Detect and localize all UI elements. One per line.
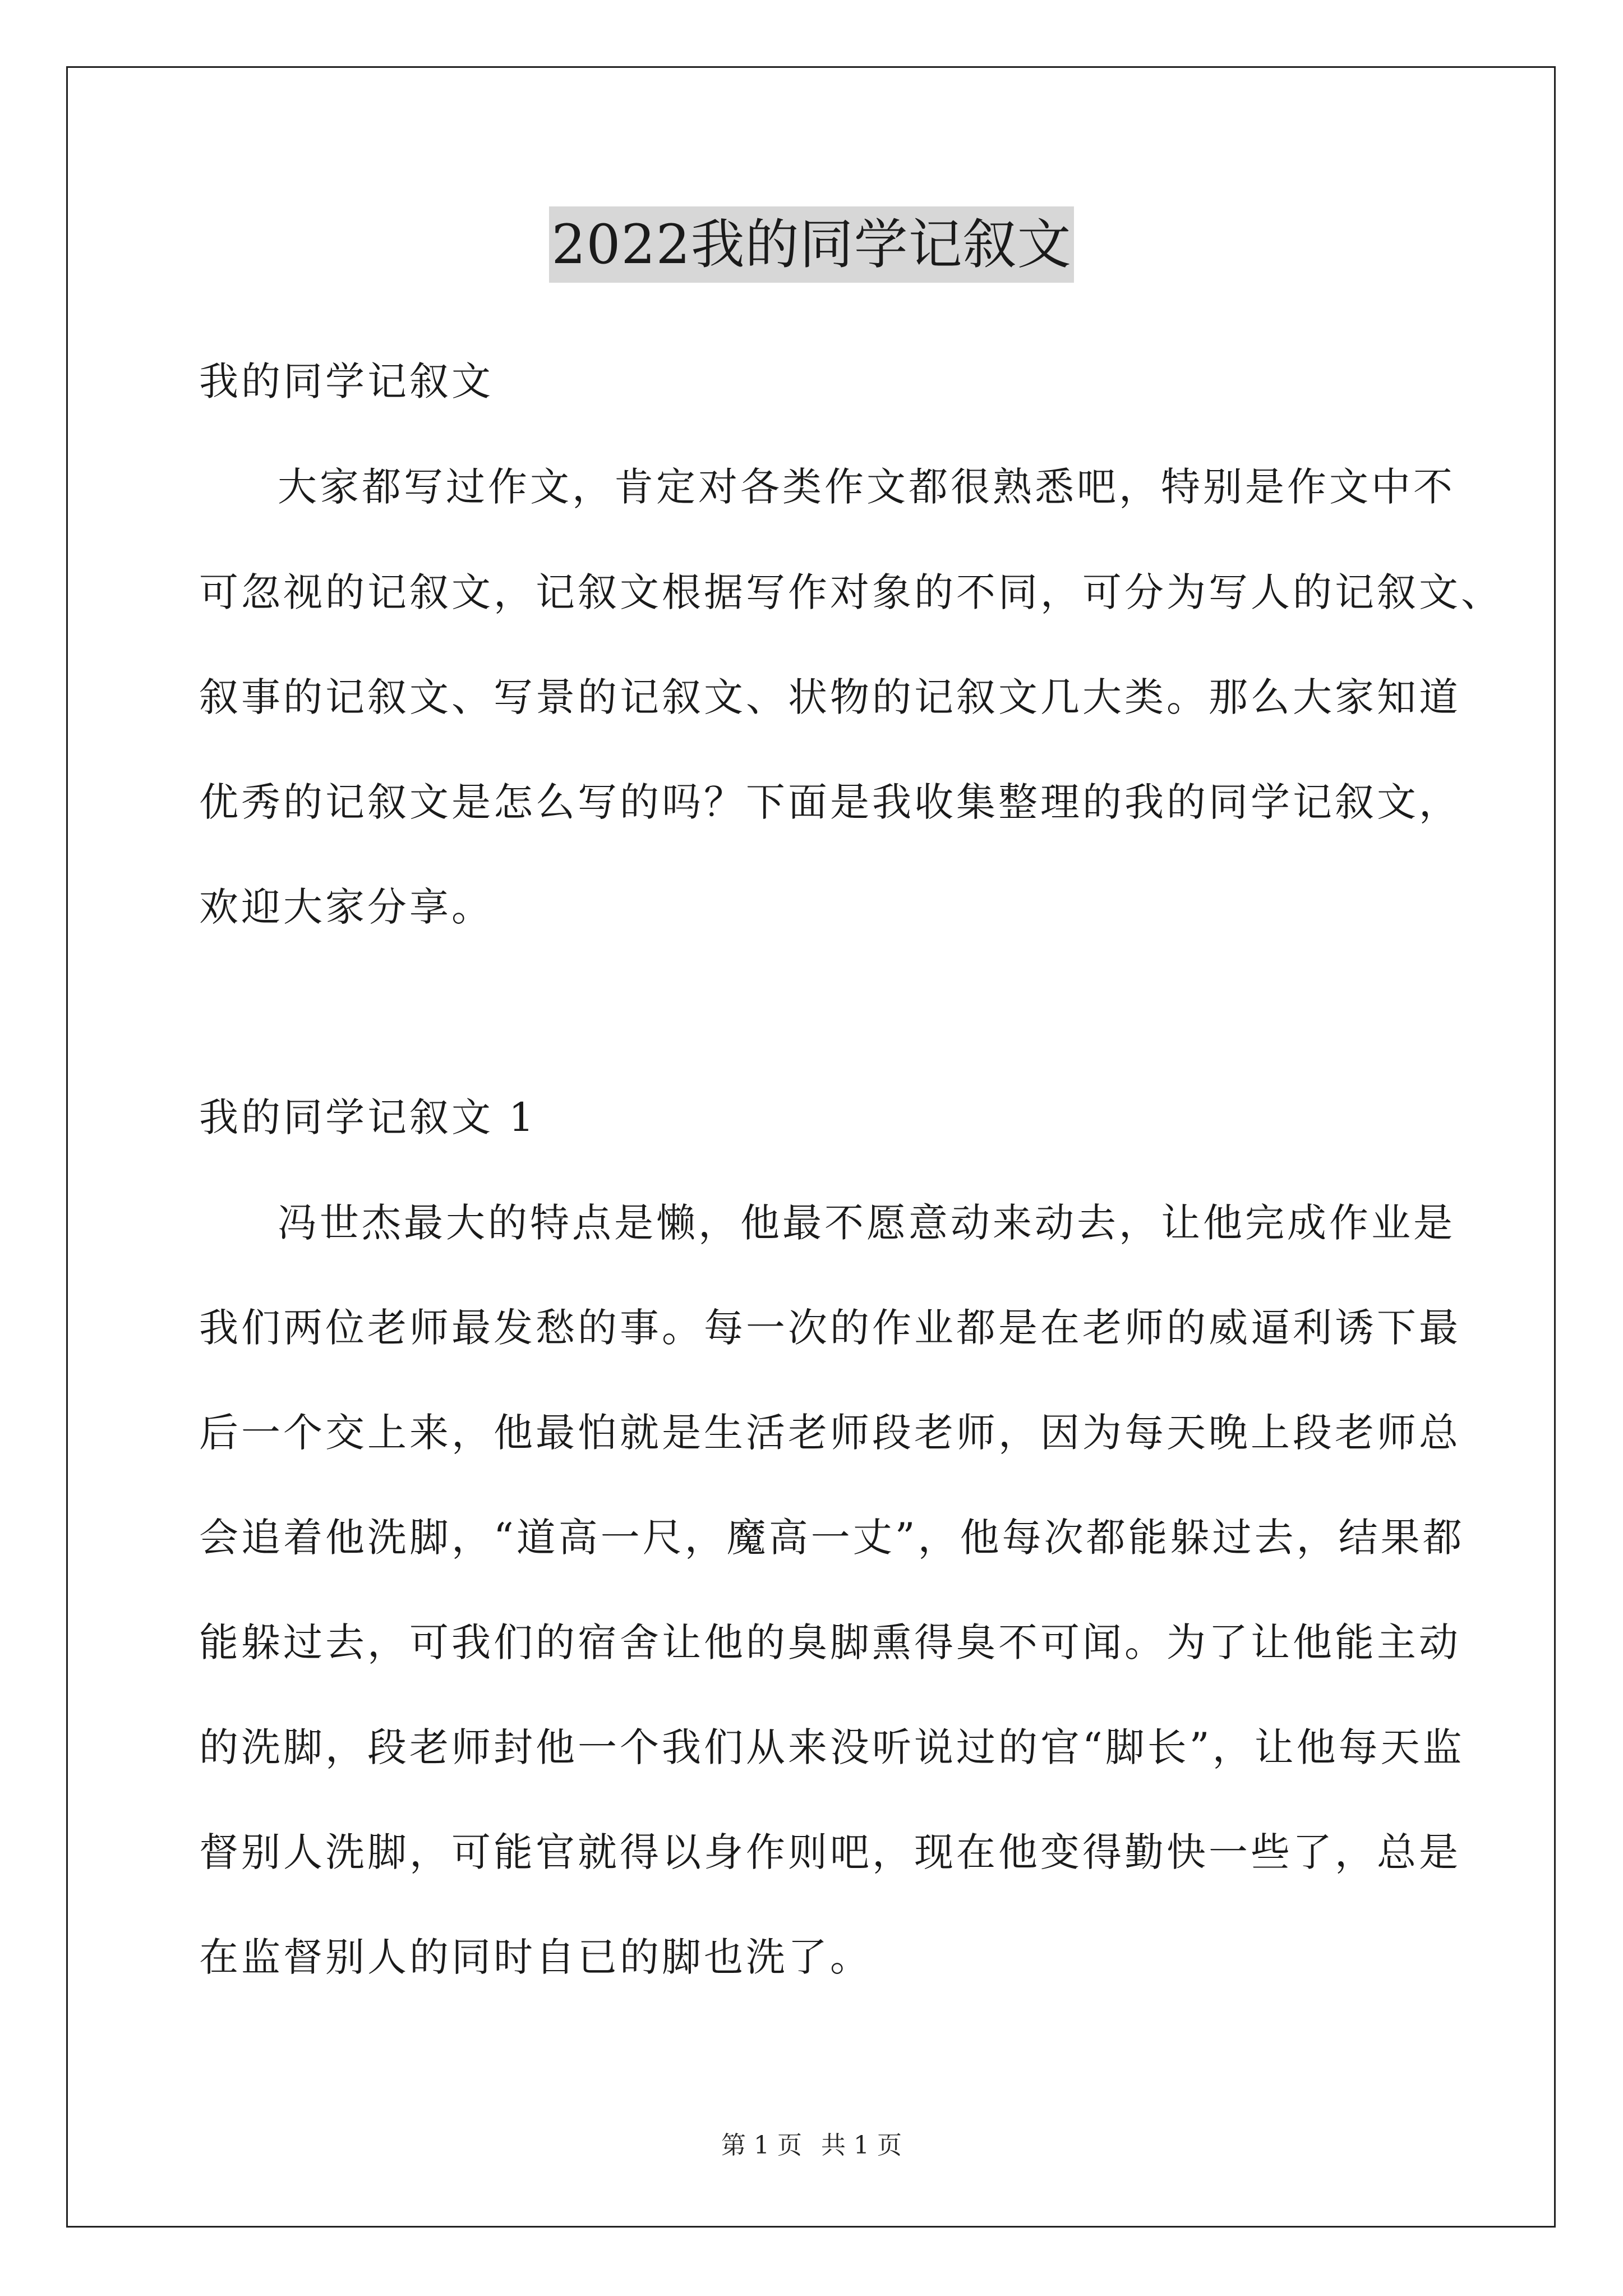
paragraph-line: 督别人洗脚，可能官就得以身作则吧，现在他变得勤快一些了，总是 [199, 1829, 1461, 1875]
paragraph-line: 优秀的记叙文是怎么写的吗？下面是我收集整理的我的同学记叙文， [199, 779, 1461, 825]
page-number: 第 1 页 [721, 2131, 802, 2160]
paragraph-line: 可忽视的记叙文，记叙文根据写作对象的不同，可分为写人的记叙文、 [199, 569, 1503, 615]
paragraph-line: 能躲过去，可我们的宿舍让他的臭脚熏得臭不可闻。为了让他能主动 [199, 1619, 1461, 1665]
title-container [0, 206, 1623, 283]
paragraph-line: 后一个交上来，他最怕就是生活老师段老师，因为每天晚上段老师总 [199, 1410, 1461, 1456]
paragraph-line: 叙事的记叙文、写景的记叙文、状物的记叙文几大类。那么大家知道 [199, 674, 1461, 720]
document-title: 2022我的同学记叙文 [549, 206, 1073, 283]
paragraph-line: 大家都写过作文，肯定对各类作文都很熟悉吧，特别是作文中不 [278, 464, 1455, 510]
page-footer [0, 2129, 1623, 2162]
page-total: 共 1 页 [821, 2131, 902, 2160]
section-heading: 我的同学记叙文 [199, 358, 494, 404]
paragraph-line: 在监督别人的同时自已的脚也洗了。 [199, 1934, 872, 1980]
paragraph-line: 的洗脚，段老师封他一个我们从来没听说过的官“脚长”，让他每天监 [199, 1724, 1465, 1770]
paragraph-line: 欢迎大家分享。 [199, 884, 494, 930]
paragraph-line: 我们两位老师最发愁的事。每一次的作业都是在老师的威逼利诱下最 [199, 1305, 1461, 1351]
section-heading: 我的同学记叙文 1 [199, 1094, 537, 1140]
paragraph-line: 冯世杰最大的特点是懒，他最不愿意动来动去，让他完成作业是 [278, 1200, 1455, 1246]
paragraph-line: 会追着他洗脚，“道高一尺，魔高一丈”，他每次都能躲过去，结果都 [199, 1515, 1465, 1561]
